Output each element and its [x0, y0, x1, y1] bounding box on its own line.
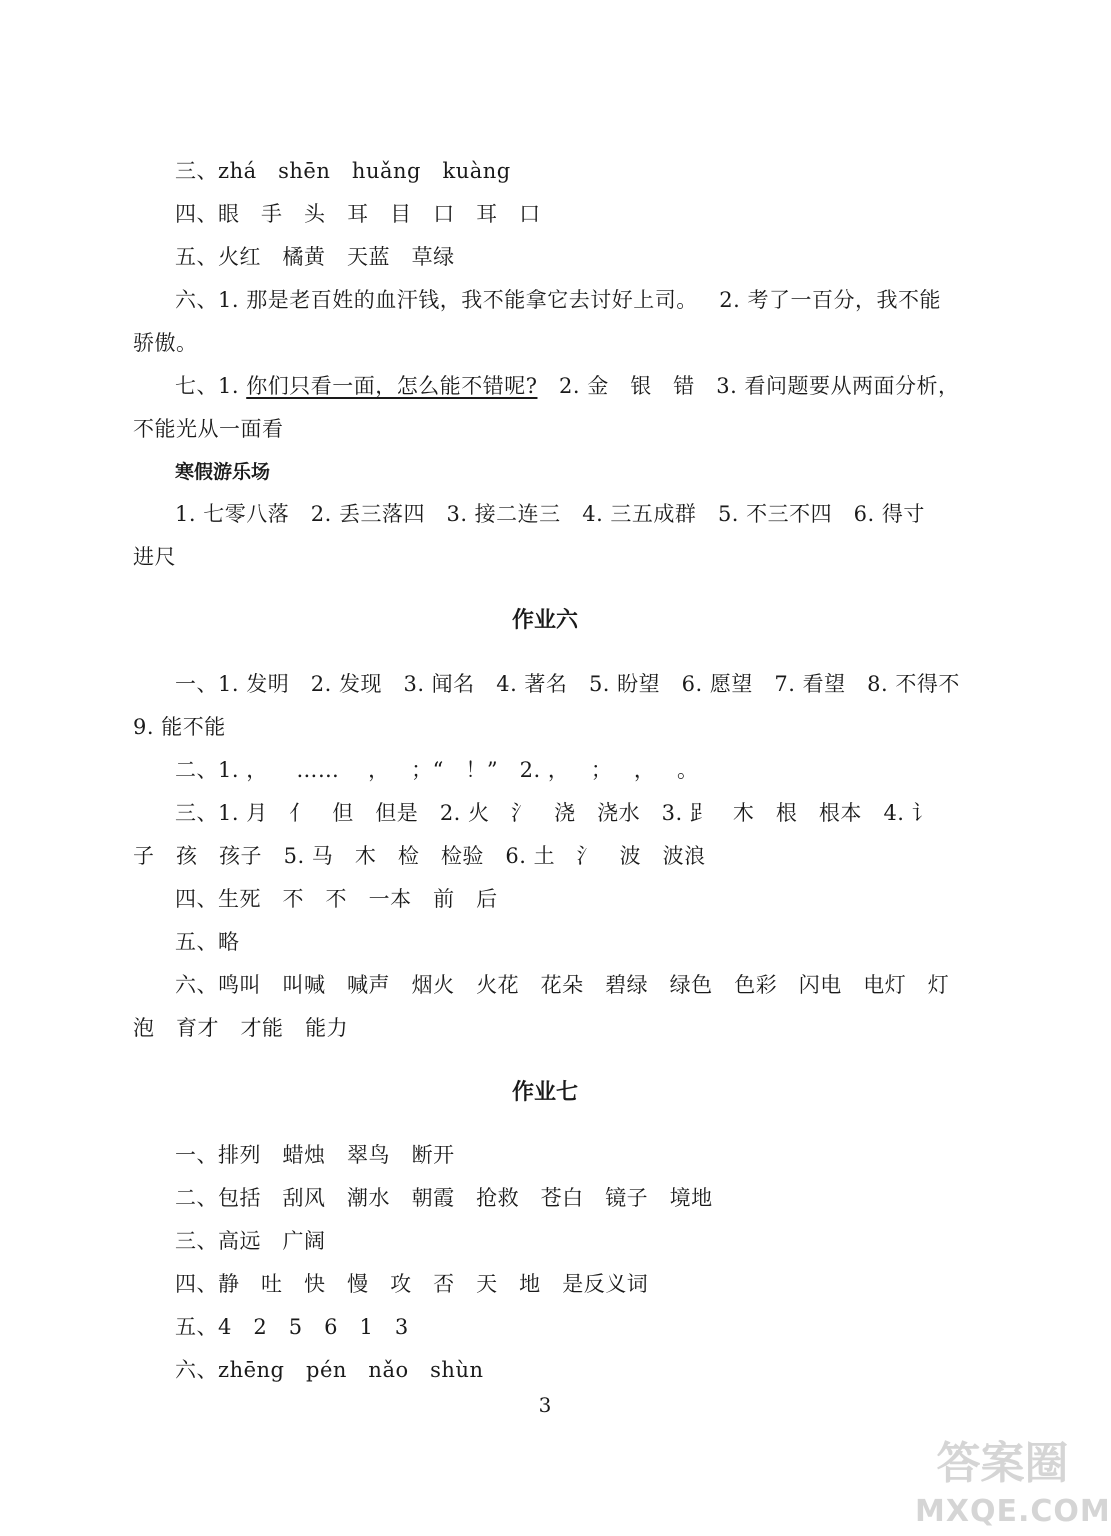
answer-line-4: 四、眼 手 头 耳 目 口 耳 口	[175, 202, 541, 226]
six-line-1: 一、1. 发明 2. 发现 3. 闻名 4. 著名 5. 盼望 6. 愿望 7. 看望 8. 不得不	[175, 672, 960, 696]
underlined-answer: 你们只看一面，怎么能不错呢?	[246, 374, 538, 398]
six-line-5: 五、略	[175, 930, 240, 954]
six-line-3-cont: 子 孩 孩子 5. 马 木 检 检验 6. 土 氵 波 波浪	[133, 844, 706, 868]
six-line-2: 二、1. ， …… ， ；“ ！” 2. ， ； ， 。	[175, 758, 699, 782]
seven-line-2: 二、包括 刮风 潮水 朝霞 抢救 苍白 镜子 境地	[175, 1186, 713, 1210]
answer-line-7-cont: 不能光从一面看	[133, 417, 284, 441]
title-homework-six: 作业六	[511, 608, 578, 633]
section-heading-winter: 寒假游乐场	[175, 461, 271, 483]
answer-line-6: 六、1. 那是老百姓的血汗钱，我不能拿它去讨好上司。 2. 考了一百分，我不能	[175, 288, 941, 312]
title-homework-seven: 作业七	[511, 1080, 578, 1105]
watermark-site-text: MXQE.COM	[915, 1494, 1111, 1529]
seven-line-4: 四、静 吐 快 慢 攻 否 天 地 是反义词	[175, 1272, 649, 1296]
answer-line-7-suffix: 2. 金 银 错 3. 看问题要从两面分析，	[537, 374, 960, 398]
watermark-logo	[915, 1436, 1111, 1536]
answer-line-7-prefix: 七、1.	[175, 374, 247, 398]
winter-line-1: 1. 七零八落 2. 丢三落四 3. 接二连三 4. 三五成群 5. 不三不四 6. 得寸	[175, 502, 925, 526]
seven-line-1: 一、排列 蜡烛 翠鸟 断开	[175, 1143, 455, 1167]
six-line-6-cont: 泡 育才 才能 能力	[133, 1016, 349, 1040]
winter-line-2: 进尺	[133, 545, 176, 569]
six-line-3: 三、1. 月 亻 但 但是 2. 火 氵 浇 浇水 3. 𧾷 木 根 根本 4. 讠	[175, 801, 934, 825]
answer-line-6-cont: 骄傲。	[133, 331, 198, 355]
answer-line-3: 三、zhá shēn huǎng kuàng	[175, 159, 511, 183]
watermark-logo-text: 答案圈	[936, 1438, 1069, 1489]
page-number: 3	[538, 1393, 552, 1417]
seven-line-5: 五、4 2 5 6 1 3	[175, 1315, 409, 1339]
seven-line-6: 六、zhēng pén nǎo shùn	[175, 1358, 484, 1382]
answer-line-5: 五、火红 橘黄 天蓝 草绿	[175, 245, 455, 269]
seven-line-3: 三、高远 广阔	[175, 1229, 326, 1253]
six-line-4: 四、生死 不 不 一本 前 后	[175, 887, 498, 911]
answer-line-7	[175, 372, 1015, 400]
six-line-6: 六、鸣叫 叫喊 喊声 烟火 火花 花朵 碧绿 绿色 色彩 闪电 电灯 灯	[175, 973, 950, 997]
six-line-1-cont: 9. 能不能	[133, 715, 226, 739]
